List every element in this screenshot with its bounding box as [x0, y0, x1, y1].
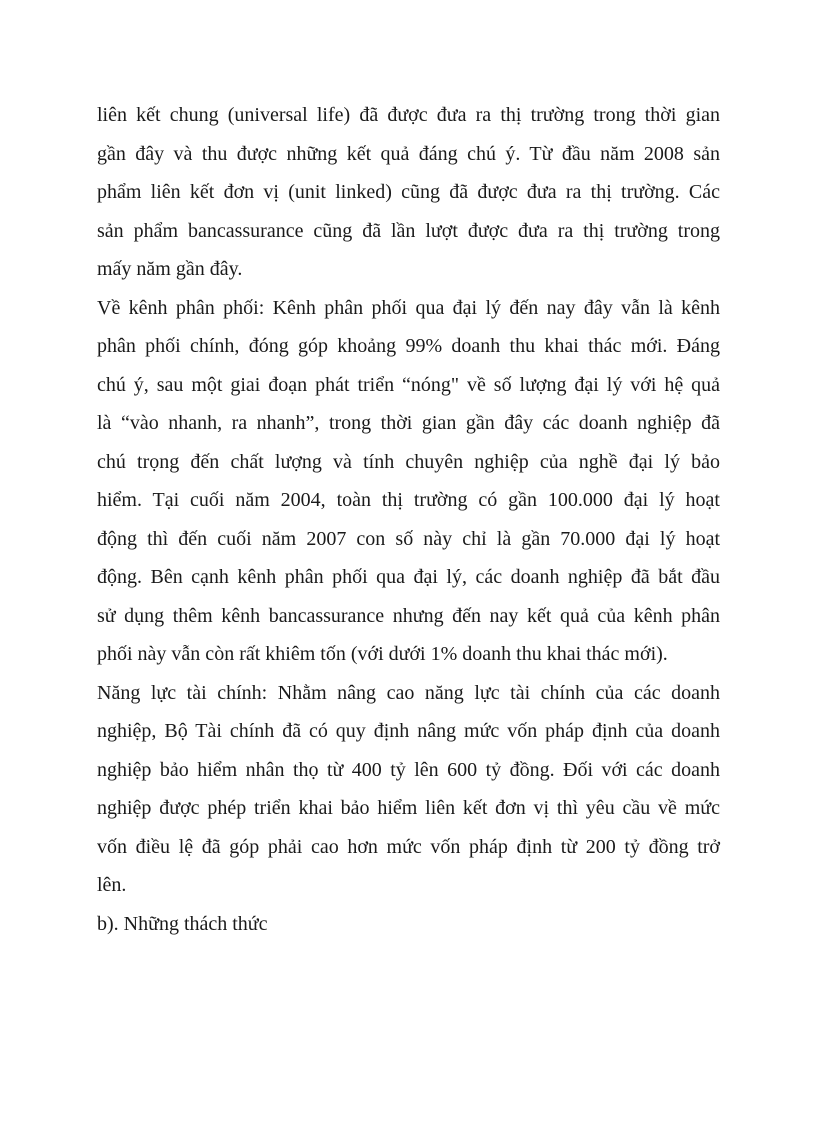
text-line: là “vào nhanh, ra nhanh”, trong thời gian gần đây các doanh nghiệp đã	[97, 412, 720, 434]
text-line: Về kênh phân phối: Kênh phân phối qua đại lý đến nay đây vẫn là kênh	[97, 296, 720, 319]
text-line: hiểm. Tại cuối năm 2004, toàn thị trường có gần 100.000 đại lý hoạt	[97, 489, 720, 511]
text-line: liên kết chung (universal life) đã được đưa ra thị trường trong thời gian	[97, 104, 720, 126]
paragraph-product-intro	[97, 96, 720, 289]
text-line: động. Bên cạnh kênh phân phối qua đại lý, các doanh nghiệp đã bắt đầu	[97, 566, 720, 588]
text-line: mấy năm gần đây.	[97, 258, 243, 280]
text-line: nghiệp bảo hiểm nhân thọ từ 400 tỷ lên 600 tỷ đồng. Đối với các doanh	[97, 758, 720, 781]
text-line: nghiệp được phép triển khai bảo hiểm liên kết đơn vị thì yêu cầu về mức	[97, 797, 720, 819]
text-line: nghiệp, Bộ Tài chính đã có quy định nâng mức vốn pháp định của doanh	[97, 720, 720, 742]
document-page	[97, 96, 720, 943]
text-line: phân phối chính, đóng góp khoảng 99% doanh thu khai thác mới. Đáng	[97, 335, 720, 357]
paragraph-distribution-channel	[97, 289, 720, 674]
text-line: b). Những thách thức	[97, 912, 268, 935]
text-line: gần đây và thu được những kết quả đáng chú ý. Từ đầu năm 2008 sản	[97, 142, 720, 165]
text-line: phối này vẫn còn rất khiêm tốn (với dưới 1% doanh thu khai thác mới).	[97, 643, 668, 665]
text-line: vốn điều lệ đã góp phải cao hơn mức vốn pháp định từ 200 tỷ đồng trở	[97, 835, 720, 858]
text-line: sử dụng thêm kênh bancassurance nhưng đến nay kết quả của kênh phân	[97, 604, 720, 627]
text-line: Năng lực tài chính: Nhằm nâng cao năng lực tài chính của các doanh	[97, 681, 720, 704]
text-line: lên.	[97, 874, 127, 896]
section-heading-challenges	[97, 905, 720, 944]
text-line: sản phẩm bancassurance cũng đã lần lượt được đưa ra thị trường trong	[97, 219, 720, 242]
text-line: chú ý, sau một giai đoạn phát triển “nóng" về số lượng đại lý với hệ quả	[97, 373, 720, 396]
paragraph-financial-capacity	[97, 674, 720, 905]
text-line: phẩm liên kết đơn vị (unit linked) cũng đã được đưa ra thị trường. Các	[97, 181, 720, 203]
text-line: động thì đến cuối năm 2007 con số này chỉ là gần 70.000 đại lý hoạt	[97, 527, 720, 550]
text-line: chú trọng đến chất lượng và tính chuyên nghiệp của nghề đại lý bảo	[97, 450, 720, 473]
